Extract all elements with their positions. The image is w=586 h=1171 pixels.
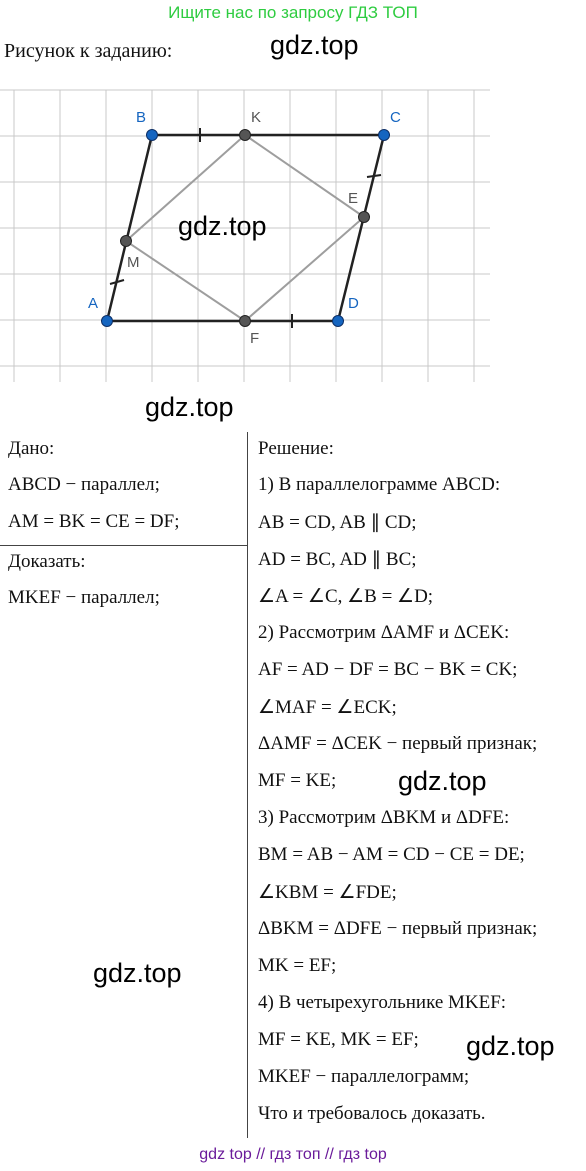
solution-line: 1) В параллелограмме ABCD: <box>258 474 501 495</box>
point-label-c: C <box>390 109 401 126</box>
solution-line: ∠A = ∠C, ∠B = ∠D; <box>258 586 434 607</box>
search-banner: Ищите нас по запросу ГДЗ ТОП <box>168 3 418 22</box>
solution-line: ∠MAF = ∠ECK; <box>258 697 397 718</box>
solution-line: BM = AB − AM = CD − CE = DE; <box>258 844 525 865</box>
watermark: gdz.top <box>145 392 234 422</box>
solution-line: MF = KE; <box>258 770 337 791</box>
solution-line: ΔAMF = ΔCEK − первый признак; <box>258 733 538 754</box>
point-label-k: K <box>251 109 262 126</box>
prove-title: Доказать: <box>8 551 86 572</box>
point-label-f: F <box>250 330 260 347</box>
watermark: gdz.top <box>466 1031 555 1061</box>
solution-line: ΔBKM = ΔDFE − первый признак; <box>258 918 538 939</box>
point-label-a: A <box>88 295 99 312</box>
solution-line: AB = CD, AB ∥ CD; <box>258 512 417 533</box>
footer-links[interactable]: gdz top // гдз топ // гдз top <box>199 1146 387 1163</box>
given-line: AM = BK = CE = DF; <box>8 511 180 532</box>
solution-line: Что и требовалось доказать. <box>258 1103 486 1124</box>
solution-line: ∠KBM = ∠FDE; <box>258 882 397 903</box>
point-label-e: E <box>348 190 359 207</box>
watermark: gdz.top <box>270 30 359 60</box>
solution-line: MK = EF; <box>258 955 337 976</box>
solution-line: AF = AD − DF = BC − BK = CK; <box>258 659 518 680</box>
given-line: ABCD − параллел; <box>8 474 160 495</box>
solution-line: 3) Рассмотрим ΔBKM и ΔDFE: <box>258 807 510 828</box>
point-label-b: B <box>136 109 147 126</box>
solution-line: MKEF − параллелограмм; <box>258 1066 470 1087</box>
figure-label: Рисунок к заданию: <box>4 40 173 62</box>
horizontal-divider <box>0 545 247 546</box>
given-title: Дано: <box>8 438 55 459</box>
watermark: gdz.top <box>178 211 267 241</box>
watermark: gdz.top <box>398 766 487 796</box>
solution-line: MF = KE, MK = EF; <box>258 1029 419 1050</box>
vertical-divider <box>247 432 248 1138</box>
prove-line: MKEF − параллел; <box>8 587 160 608</box>
watermark: gdz.top <box>93 958 182 988</box>
point-label-m: M <box>127 254 140 271</box>
point-label-d: D <box>348 295 359 312</box>
solution-line: AD = BC, AD ∥ BC; <box>258 549 417 570</box>
geometry-figure <box>0 80 586 390</box>
solution-title: Решение: <box>258 438 334 459</box>
solution-line: 4) В четырехугольнике MKEF: <box>258 992 507 1013</box>
solution-line: 2) Рассмотрим ΔAMF и ΔCEK: <box>258 622 510 643</box>
